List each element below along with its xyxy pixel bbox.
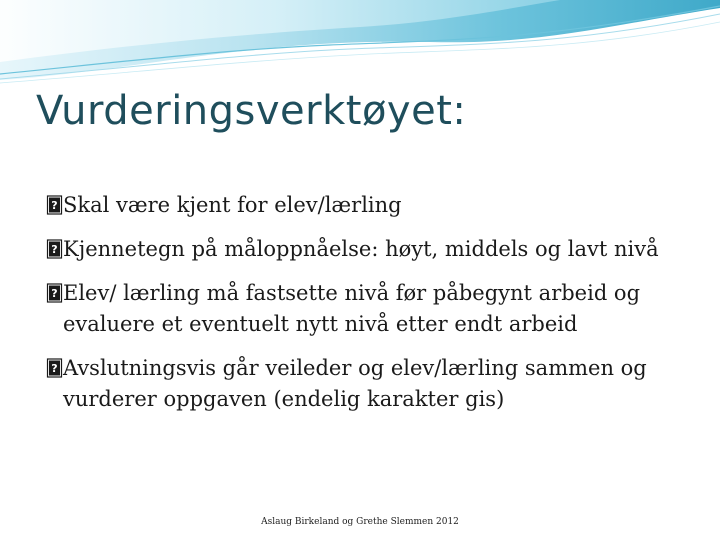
bullet-list bbox=[46, 190, 696, 415]
svg-text:?: ? bbox=[51, 287, 58, 300]
missing-glyph-icon bbox=[46, 358, 63, 378]
svg-text:?: ? bbox=[51, 243, 58, 256]
footer-credit: Aslaug Birkeland og Grethe Slemmen 2012 bbox=[261, 517, 459, 527]
bullet-text: Elev/ lærling må fastsette nivå før påbegynt arbeid og evaluere et eventuelt nytt nivå etter endt arbeid bbox=[63, 281, 641, 336]
missing-glyph-icon bbox=[46, 195, 63, 215]
missing-glyph-icon bbox=[46, 283, 63, 303]
bullet-item bbox=[46, 278, 696, 340]
bullet-item bbox=[46, 353, 696, 415]
svg-text:?: ? bbox=[51, 362, 58, 375]
svg-text:?: ? bbox=[51, 199, 58, 212]
bullet-text: Avslutningsvis går veileder og elev/lærling sammen og vurderer oppgaven (endelig karakter gis) bbox=[63, 356, 647, 411]
bullet-item bbox=[46, 234, 696, 265]
missing-glyph-icon bbox=[46, 239, 63, 259]
bullet-item bbox=[46, 190, 696, 221]
bullet-text: Skal være kjent for elev/lærling bbox=[63, 193, 402, 217]
header-wave-decoration bbox=[0, 0, 720, 90]
slide-title: Vurderingsverktøyet: bbox=[36, 88, 467, 134]
bullet-text: Kjennetegn på måloppnåelse: høyt, middels og lavt nivå bbox=[63, 237, 659, 261]
